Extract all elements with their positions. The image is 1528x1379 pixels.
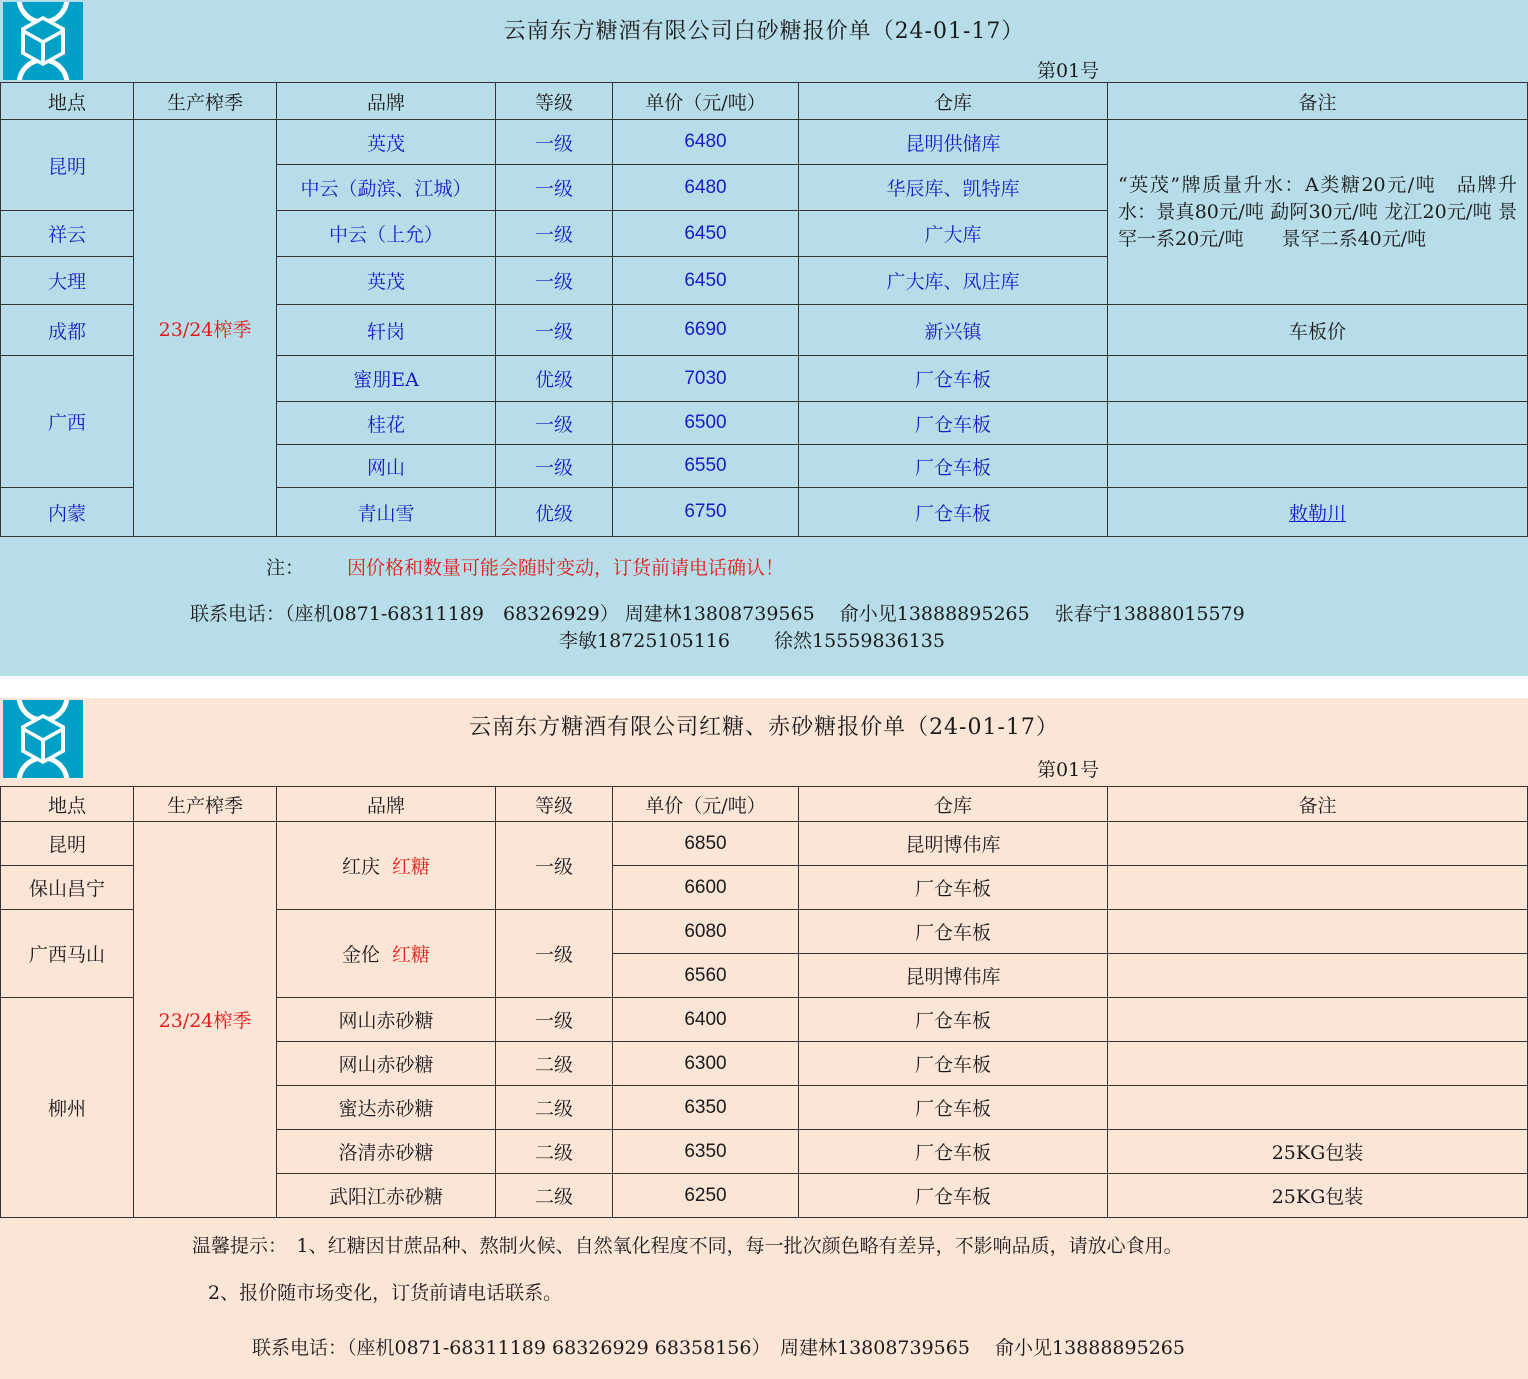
warehouse-cell: 昆明供储库 (799, 120, 1108, 165)
price-cell: 6750 (613, 488, 799, 537)
brand-cell: 蜜达赤砂糖 (277, 1086, 496, 1130)
grade-cell: 一级 (496, 257, 613, 305)
brand-cell: 青山雪 (277, 488, 496, 537)
remark-cell (1108, 954, 1528, 998)
brown-sugar-table (0, 786, 1528, 1218)
brown-sugar-sheet (0, 698, 1528, 1379)
tip-line-1: 温馨提示： 1、红糖因甘蔗品种、熬制火候、自然氧化程度不同，每一批次颜色略有差异，不影响品质，请放心食用。 (192, 1235, 1183, 1257)
price-cell: 6550 (613, 445, 799, 488)
grade-cell: 一级 (496, 822, 613, 910)
warehouse-cell: 新兴镇 (799, 305, 1108, 356)
brand-cell: 洛清赤砂糖 (277, 1130, 496, 1174)
contact-line: 联系电话：（座机0871-68311189 68326929 68358156） 周建林13808739565 俞小见13888895265 (252, 1337, 1185, 1359)
price-cell: 6250 (613, 1174, 799, 1218)
warehouse-cell: 昆明博伟库 (799, 954, 1108, 998)
warehouse-cell: 厂仓车板 (799, 1042, 1108, 1086)
warehouse-cell: 厂仓车板 (799, 1174, 1108, 1218)
price-cell: 6400 (613, 998, 799, 1042)
brand-cell (277, 910, 496, 998)
header-location: 地点 (1, 83, 134, 120)
location-cell: 昆明 (1, 822, 134, 866)
brand-link[interactable]: 敕勒川 (1288, 502, 1346, 525)
remark-cell (1108, 488, 1528, 537)
grade-cell: 一级 (496, 305, 613, 356)
grade-cell: 二级 (496, 1174, 613, 1218)
price-cell: 6600 (613, 866, 799, 910)
warehouse-cell: 厂仓车板 (799, 1130, 1108, 1174)
remark-cell (1108, 1086, 1528, 1130)
brand-cell: 蜜朋EA (277, 356, 496, 402)
price-cell: 7030 (613, 356, 799, 402)
header-brand: 品牌 (277, 787, 496, 822)
header-price: 单价（元/吨） (613, 83, 799, 120)
price-cell: 6450 (613, 211, 799, 257)
location-cell: 祥云 (1, 211, 134, 257)
note-label: 注： (266, 557, 305, 579)
header-season: 生产榨季 (134, 787, 277, 822)
price-cell: 6480 (613, 120, 799, 165)
warehouse-cell: 厂仓车板 (799, 488, 1108, 537)
grade-cell: 二级 (496, 1130, 613, 1174)
grade-cell: 一级 (496, 165, 613, 211)
remark-cell: 25KG包装 (1108, 1130, 1528, 1174)
header-season: 生产榨季 (134, 83, 277, 120)
grade-cell: 一级 (496, 445, 613, 488)
warehouse-cell: 昆明博伟库 (799, 822, 1108, 866)
remark-cell (1108, 445, 1528, 488)
remark-cell: 车板价 (1108, 305, 1528, 356)
brand-cell: 桂花 (277, 402, 496, 445)
header-warehouse: 仓库 (799, 787, 1108, 822)
brand-cell: 中云（上允） (277, 211, 496, 257)
header-grade: 等级 (496, 83, 613, 120)
remark-cell: 25KG包装 (1108, 1174, 1528, 1218)
grade-cell: 二级 (496, 1042, 613, 1086)
white-sugar-sheet (0, 0, 1528, 676)
price-cell: 6560 (613, 954, 799, 998)
price-cell: 6300 (613, 1042, 799, 1086)
brand-cell: 网山赤砂糖 (277, 998, 496, 1042)
remark-cell (1108, 866, 1528, 910)
grade-cell: 一级 (496, 211, 613, 257)
warehouse-cell: 厂仓车板 (799, 402, 1108, 445)
location-cell: 广西马山 (1, 910, 134, 998)
location-cell: 昆明 (1, 120, 134, 211)
grade-cell: 优级 (496, 488, 613, 537)
contact-line-2: 李敏18725105116 徐然15559836135 (559, 630, 945, 652)
warehouse-cell: 厂仓车板 (799, 998, 1108, 1042)
grade-cell: 二级 (496, 1086, 613, 1130)
brand-name: 红庆 (341, 856, 380, 878)
brand-tag: 红糖 (392, 856, 431, 878)
header-price: 单价（元/吨） (613, 787, 799, 822)
remark-cell (1108, 356, 1528, 402)
warehouse-cell: 厂仓车板 (799, 866, 1108, 910)
warehouse-cell: 厂仓车板 (799, 356, 1108, 402)
brand-name: 金伦 (341, 944, 380, 966)
brand-cell (277, 822, 496, 910)
header-warehouse: 仓库 (799, 83, 1108, 120)
location-cell: 广西 (1, 356, 134, 488)
price-cell: 6850 (613, 822, 799, 866)
brand-cell: 中云（勐滨、江城） (277, 165, 496, 211)
brand-cell: 武阳江赤砂糖 (277, 1174, 496, 1218)
issue-number: 第01号 (1037, 60, 1100, 82)
location-cell: 大理 (1, 257, 134, 305)
price-cell: 6080 (613, 910, 799, 954)
warehouse-cell: 厂仓车板 (799, 910, 1108, 954)
grade-cell: 一级 (496, 402, 613, 445)
price-cell: 6690 (613, 305, 799, 356)
issue-number: 第01号 (1037, 759, 1100, 781)
grade-cell: 一级 (496, 998, 613, 1042)
header-remark: 备注 (1108, 787, 1528, 822)
contact-line: 联系电话：（座机0871-68311189 68326929） 周建林13808739565 俞小见13888895265 张春宁13888015579 (190, 603, 1245, 625)
remark-cell (1108, 402, 1528, 445)
brand-tag: 红糖 (392, 944, 431, 966)
grade-cell: 一级 (496, 120, 613, 165)
header-row (1, 83, 1528, 120)
header-grade: 等级 (496, 787, 613, 822)
price-cell: 6450 (613, 257, 799, 305)
brand-cell: 网山 (277, 445, 496, 488)
warehouse-cell: 华辰库、凯特库 (799, 165, 1108, 211)
location-cell: 柳州 (1, 998, 134, 1218)
tip-line-2: 2、报价随市场变化，订货前请电话联系。 (208, 1282, 563, 1304)
location-cell: 保山昌宁 (1, 866, 134, 910)
remark-cell (1108, 822, 1528, 866)
sheet-title: 云南东方糖酒有限公司白砂糖报价单（24-01-17） (503, 19, 1025, 44)
sheet-title: 云南东方糖酒有限公司红糖、赤砂糖报价单（24-01-17） (469, 715, 1059, 740)
remark-cell (1108, 998, 1528, 1042)
table-row (1, 120, 1528, 165)
header-location: 地点 (1, 787, 134, 822)
grade-cell: 一级 (496, 910, 613, 998)
grade-cell: 优级 (496, 356, 613, 402)
price-cell: 6350 (613, 1086, 799, 1130)
table-row (1, 822, 1528, 866)
price-cell: 6480 (613, 165, 799, 211)
brand-cell: 网山赤砂糖 (277, 1042, 496, 1086)
warehouse-cell: 厂仓车板 (799, 1086, 1108, 1130)
white-sugar-table (0, 82, 1528, 537)
brand-cell: 英茂 (277, 257, 496, 305)
header-row (1, 787, 1528, 822)
remark-cell (1108, 1042, 1528, 1086)
brand-cell: 英茂 (277, 120, 496, 165)
warehouse-cell: 广大库 (799, 211, 1108, 257)
season-cell: 23/24榨季 (134, 822, 277, 1218)
remark-cell: “英茂”牌质量升水：A类糖20元/吨 品牌升水：景真80元/吨 勐阿30元/吨 龙江20元/吨 景罕一系20元/吨 景罕二系40元/吨 (1108, 120, 1528, 305)
header-remark: 备注 (1108, 83, 1528, 120)
warehouse-cell: 厂仓车板 (799, 445, 1108, 488)
warehouse-cell: 广大库、凤庄库 (799, 257, 1108, 305)
brand-cell: 轩岗 (277, 305, 496, 356)
price-cell: 6500 (613, 402, 799, 445)
note-text: 因价格和数量可能会随时变动，订货前请电话确认！ (347, 557, 785, 579)
season-cell: 23/24榨季 (134, 120, 277, 537)
price-cell: 6350 (613, 1130, 799, 1174)
header-brand: 品牌 (277, 83, 496, 120)
remark-cell (1108, 910, 1528, 954)
location-cell: 成都 (1, 305, 134, 356)
location-cell: 内蒙 (1, 488, 134, 537)
